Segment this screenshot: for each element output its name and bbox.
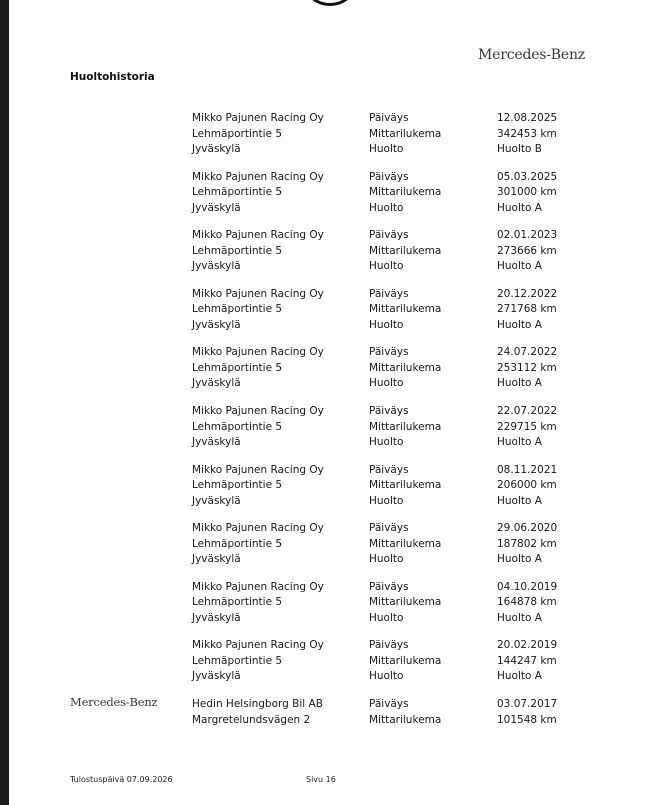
mileage-value: 301000 km: [497, 186, 557, 199]
date-label: Päiväys: [369, 639, 409, 652]
service-record: [192, 404, 572, 452]
dealer-street: Lehmäportintie 5: [192, 127, 283, 140]
service-type: Huolto A: [497, 670, 542, 683]
record-values: [497, 580, 557, 627]
dealer-address: [192, 228, 324, 275]
service-date: 20.12.2022: [497, 287, 558, 300]
record-values: [497, 521, 557, 568]
dealer-address: [192, 638, 324, 685]
dealer-address: [192, 697, 323, 728]
dealer-city: Jyväskylä: [192, 143, 241, 155]
footer-page-number: Sivu 16: [306, 775, 336, 784]
record-values: [497, 287, 557, 334]
dealer-street: Lehmäportintie 5: [192, 303, 283, 316]
dealer-address: [192, 580, 324, 627]
service-label: Huolto: [369, 260, 404, 273]
dealer-city: Jyväskylä: [192, 260, 241, 273]
dealer-address: [192, 287, 324, 334]
dealer-address: [192, 111, 324, 158]
dealer-address: [192, 404, 324, 451]
service-record: [192, 287, 572, 335]
mileage-label: Mittarilukema: [369, 654, 442, 667]
service-label: Huolto: [369, 611, 404, 624]
mileage-label: Mittarilukema: [369, 420, 442, 433]
mileage-label: Mittarilukema: [369, 244, 442, 257]
dealer-city: Jyväskylä: [192, 436, 241, 448]
service-date: 03.07.2017: [497, 698, 558, 710]
mileage-label: Mittarilukema: [369, 186, 442, 199]
service-type: Huolto A: [497, 494, 542, 507]
service-label: Huolto: [369, 670, 404, 683]
record-labels: [369, 580, 441, 627]
service-type: Huolto A: [497, 260, 542, 273]
record-values: [497, 697, 557, 728]
dealer-street: Lehmäportintie 5: [192, 420, 283, 433]
record-labels: [369, 345, 441, 392]
service-record: [192, 697, 572, 745]
date-label: Päiväys: [369, 287, 409, 300]
dealer-address: [192, 170, 324, 217]
service-date: 05.03.2025: [497, 170, 558, 183]
dealer-address: [192, 463, 324, 510]
record-values: [497, 638, 557, 685]
service-label: Huolto: [369, 143, 404, 155]
service-type: Huolto A: [497, 377, 542, 390]
dealer-name: Mikko Pajunen Racing Oy: [192, 639, 324, 652]
mileage-value: 187802 km: [497, 537, 557, 550]
mileage-value: 101548 km: [497, 713, 557, 726]
dealer-name: Mikko Pajunen Racing Oy: [192, 229, 324, 242]
dealer-street: Lehmäportintie 5: [192, 479, 283, 492]
service-date: 29.06.2020: [497, 522, 558, 535]
service-date: 22.07.2022: [497, 405, 558, 417]
record-values: [497, 404, 557, 451]
dealer-city: Jyväskylä: [192, 611, 241, 624]
record-values: [497, 228, 557, 275]
service-record: [192, 111, 572, 159]
dealer-street: Margretelundsvägen 2: [192, 713, 311, 726]
service-date: 24.07.2022: [497, 346, 558, 359]
dealer-name: Mikko Pajunen Racing Oy: [192, 463, 324, 476]
record-labels: [369, 697, 441, 728]
service-label: Huolto: [369, 436, 404, 448]
record-labels: [369, 287, 441, 334]
service-record: [192, 228, 572, 276]
service-record: [192, 345, 572, 393]
dealer-name: Hedin Helsingborg Bil AB: [192, 698, 323, 710]
dealer-address: [192, 345, 324, 392]
mileage-label: Mittarilukema: [369, 127, 442, 140]
service-type: Huolto A: [497, 318, 542, 331]
dealer-address: [192, 521, 324, 568]
service-date: 20.02.2019: [497, 639, 558, 652]
dealer-city: Jyväskylä: [192, 670, 241, 683]
service-record: [192, 638, 572, 686]
page-title: Huoltohistoria: [70, 71, 155, 83]
record-labels: [369, 111, 441, 158]
service-label: Huolto: [369, 377, 404, 390]
service-type: Huolto A: [497, 553, 542, 566]
service-label: Huolto: [369, 494, 404, 507]
dealer-name: Mikko Pajunen Racing Oy: [192, 580, 324, 593]
mileage-label: Mittarilukema: [369, 537, 442, 550]
service-date: 08.11.2021: [497, 463, 558, 476]
dealer-city: Jyväskylä: [192, 377, 241, 390]
dealer-name: Mikko Pajunen Racing Oy: [192, 522, 324, 535]
dealer-name: Mikko Pajunen Racing Oy: [192, 287, 324, 300]
service-type: Huolto A: [497, 611, 542, 624]
service-date: 04.10.2019: [497, 580, 558, 593]
record-labels: [369, 228, 441, 275]
date-label: Päiväys: [369, 346, 409, 359]
record-values: [497, 111, 557, 158]
mileage-value: 229715 km: [497, 420, 557, 433]
service-label: Huolto: [369, 318, 404, 331]
service-label: Huolto: [369, 553, 404, 566]
brand-logo-text-inline: Mercedes-Benz: [70, 695, 158, 709]
service-record: [192, 521, 572, 569]
record-labels: [369, 404, 441, 451]
service-date: 12.08.2025: [497, 112, 558, 124]
date-label: Päiväys: [369, 112, 409, 124]
mileage-label: Mittarilukema: [369, 713, 442, 726]
service-type: Huolto B: [497, 143, 542, 155]
dealer-city: Jyväskylä: [192, 553, 241, 566]
date-label: Päiväys: [369, 522, 409, 535]
record-labels: [369, 170, 441, 217]
mileage-value: 253112 km: [497, 361, 557, 374]
service-record: [192, 170, 572, 218]
dealer-city: Jyväskylä: [192, 201, 241, 214]
mileage-value: 206000 km: [497, 479, 557, 492]
record-values: [497, 345, 557, 392]
mileage-label: Mittarilukema: [369, 479, 442, 492]
dealer-street: Lehmäportintie 5: [192, 596, 283, 609]
dealer-city: Jyväskylä: [192, 494, 241, 507]
mileage-value: 164878 km: [497, 596, 557, 609]
service-record: [192, 580, 572, 628]
mileage-value: 144247 km: [497, 654, 557, 667]
mileage-label: Mittarilukema: [369, 303, 442, 316]
record-labels: [369, 463, 441, 510]
record-labels: [369, 521, 441, 568]
service-record: [192, 463, 572, 511]
date-label: Päiväys: [369, 580, 409, 593]
mileage-value: 271768 km: [497, 303, 557, 316]
footer-print-date: Tulostuspäivä 07.09.2026: [70, 775, 173, 784]
dealer-city: Jyväskylä: [192, 318, 241, 331]
service-date: 02.01.2023: [497, 229, 558, 242]
mileage-label: Mittarilukema: [369, 361, 442, 374]
date-label: Päiväys: [369, 170, 409, 183]
date-label: Päiväys: [369, 463, 409, 476]
date-label: Päiväys: [369, 698, 409, 710]
mercedes-star-emblem-icon: [301, 0, 359, 6]
dealer-name: Mikko Pajunen Racing Oy: [192, 346, 324, 359]
date-label: Päiväys: [369, 405, 409, 417]
dealer-name: Mikko Pajunen Racing Oy: [192, 170, 324, 183]
mileage-label: Mittarilukema: [369, 596, 442, 609]
mileage-value: 273666 km: [497, 244, 557, 257]
record-labels: [369, 638, 441, 685]
dealer-street: Lehmäportintie 5: [192, 537, 283, 550]
record-values: [497, 463, 557, 510]
page-edge-bar: [0, 0, 9, 805]
dealer-street: Lehmäportintie 5: [192, 361, 283, 374]
mileage-value: 342453 km: [497, 127, 557, 140]
record-values: [497, 170, 557, 217]
dealer-name: Mikko Pajunen Racing Oy: [192, 405, 324, 417]
service-type: Huolto A: [497, 201, 542, 214]
date-label: Päiväys: [369, 229, 409, 242]
service-label: Huolto: [369, 201, 404, 214]
dealer-street: Lehmäportintie 5: [192, 244, 283, 257]
dealer-street: Lehmäportintie 5: [192, 654, 283, 667]
dealer-name: Mikko Pajunen Racing Oy: [192, 112, 324, 124]
service-type: Huolto A: [497, 436, 542, 448]
brand-logo-text: Mercedes-Benz: [478, 47, 585, 63]
dealer-street: Lehmäportintie 5: [192, 186, 283, 199]
